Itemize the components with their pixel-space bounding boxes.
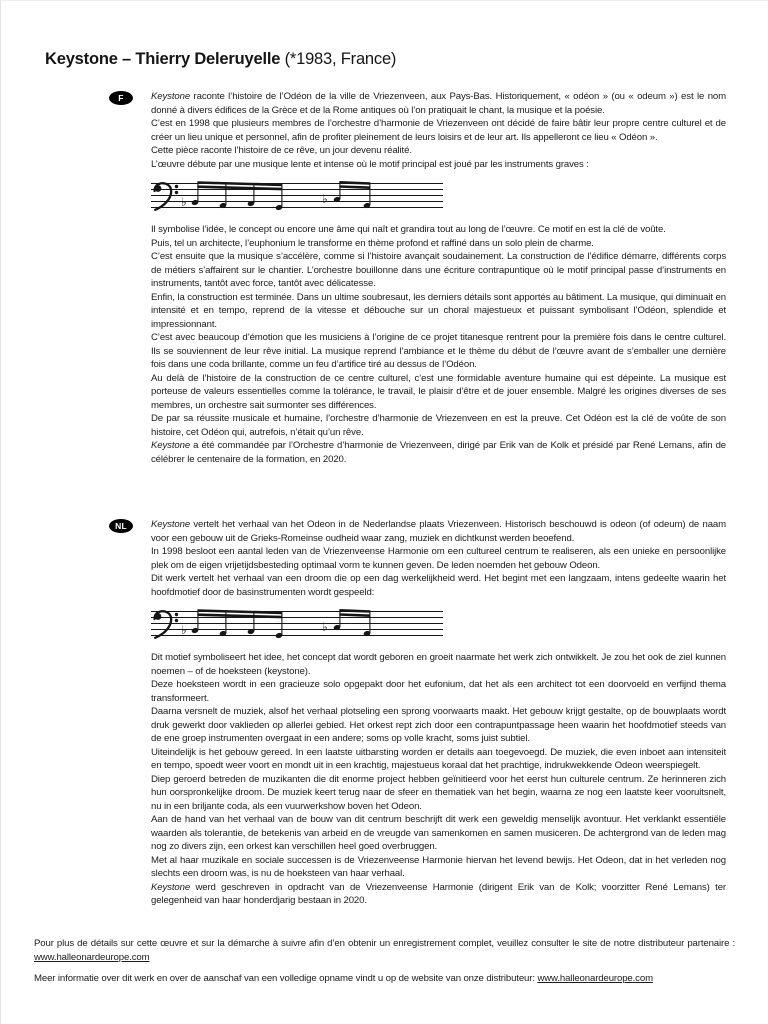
paragraph: Cette pièce raconte l’histoire de ce rêve, un jour devenu réalité. [151, 145, 412, 156]
paragraph: C’est en 1998 que plusieurs membres de l’orchestre d’harmonie de Vriezenveen ont décidé de faire bâtir leur propre centre culturel et de créer un lieu unique et personnel, afin de profiter pleinement de leurs loisirs et de leur art. Ils appelleront ce lieu « Odéon ». [151, 118, 726, 143]
page-title [45, 50, 726, 69]
french-text [151, 90, 726, 466]
distributor-link-nl[interactable]: www.halleonardeurope.com [537, 972, 653, 984]
paragraph: Aan de hand van het verhaal van de bouw van dit centrum beschrijft dit werk een geweldig menselijk avontuur. Het verklankt essentiële waarden als tolerantie, de betekenis van arbeid en de vreugde van samenkomen en samen musiceren. De achtergrond van de leden mag nog zo divers zijn, een orkest kan verschillen heel goed overbruggen. [151, 814, 726, 852]
work-and-composer: Keystone – Thierry Deleruyelle [45, 50, 281, 68]
footer-note-fr: Pour plus de détails sur cette œuvre et sur la démarche à suivre afin d’en obtenir un enregistrement complet, veuillez consulter le site de notre distributeur partenaire : www.halleonardeurope.com [34, 938, 735, 963]
flat-sign-icon: ♭ [322, 192, 328, 206]
paragraph: C’est ensuite que la musique s’accélère, comme si l’histoire avançait soudainement. La construction de l’édifice démarre, différents corps de métiers s’affairent sur le chantier. L’orchestre bouillonne dans une écriture contrapuntique où le motif principal passe d’instruments en instruments, tantôt avec force, tantôt avec délicatesse. [151, 251, 726, 289]
paragraph: Puis, tel un architecte, l’euphonium le transforme en thème profond et raffiné dans un solo plein de charme. [151, 237, 594, 249]
distributor-link-fr[interactable]: www.halleonardeurope.com [34, 951, 150, 963]
paragraph: Au delà de l’histoire de la construction de ce centre culturel, c’est une formidable aventure humaine qui est dépeinte. La musique est porteuse de valeurs essentielles comme la tolérance, le travail, le plaisir d’être et de jouer ensemble. Malgré les origines diverses de ses membres, un orchestre sait surmonter ses différences. [151, 372, 726, 411]
paragraph: De par sa réussite musicale et humaine, l’orchestre d’harmonie de Vriezenveen en est la preuve. Cet Odéon est la clé de voûte de son histoire, cet Odéon qui, autrefois, n’était qu’un rêve. [151, 413, 726, 438]
paragraph: C’est avec beaucoup d’émotion que les musiciens à l’origine de ce projet titanesque rentrent pour la première fois dans le centre culturel. Ils se souviennent de leur rêve initial. La musique reprend l’ambiance et le thème du début de l’œuvre avant de s’emballer une dernière fois dans une coda brillante, comme un feu d’artifice tiré au dessus de l’Odéon. [151, 332, 726, 370]
section-french [109, 90, 726, 466]
section-dutch [109, 518, 726, 908]
composer-origin: (*1983, France) [280, 50, 397, 68]
language-badge-fr: F [109, 91, 133, 105]
paragraph: Dit motief symboliseert het idee, het concept dat wordt geboren en groeit naarmate het werk zich ontwikkelt. Je zou het ook de ziel kunnen noemen – of de hoeksteen (keystone). [151, 652, 726, 677]
flat-sign-icon: ♭ [322, 620, 328, 634]
paragraph: Deze hoeksteen wordt in een gracieuze solo opgepakt door het eufonium, dat het als een architect tot een doorvoeld en verfijnd thema transformeert. [151, 679, 726, 704]
music-notation-bass-clef-icon [151, 606, 446, 642]
paragraph: Dit werk vertelt het verhaal van een droom die op een dag werkelijkheid werd. Het begint met een langzaam, intens gedeelte waarin het hoofdmotief door de basinstrumenten wordt gespeeld: [151, 573, 726, 598]
paragraph: In 1998 besloot een aantal leden van de Vriezenveense Harmonie om een cultureel centrum te realiseren, als een unieke en persoonlijke plek om de eigen vrijetijdsbesteding optimaal vorm te kunnen geven. De leden noemden het gebouw Odeon. [151, 546, 726, 571]
paragraph: Il symbolise l’idée, le concept ou encore une âme qui naît et grandira tout au long de l’œuvre. Ce motif en est la clé de voûte. [151, 224, 666, 235]
paragraph: Met al haar muzikale en sociale successen is de Vriezenveense Harmonie hiervan het levend bewijs. Het Odeon, dat in het verleden nog slechts een droom was, is nu de hoeksteen van haar verhaal. [151, 854, 726, 879]
footer-note-nl: Meer informatie over dit werk en over de aanschaf van een volledige opname vindt u op de website van onze distributeur: www.halleonardeurope.com [34, 972, 653, 984]
paragraph: Keystone vertelt het verhaal van het Odeon in de Nederlandse plaats Vriezenveen. Historisch beschouwd is odeon (of odeum) de naam voor een gebouw uit de Grieks-Romeinse oudheid waar zang, muziek en dichtkunst werden beoefend. [151, 519, 726, 544]
paragraph: Uiteindelijk is het gebouw gereed. In een laatste uitbarsting worden er details aan toegevoegd. De muziek, die even inboet aan intensiteit en tempo, spoedt weer voort en mondt uit in een krachtig, majestueus koraal dat het prachtige, indrukwekkende Odeon weerspiegelt. [151, 746, 726, 771]
flat-sign-icon: ♭ [181, 623, 187, 637]
music-notation-bass-clef-icon [151, 178, 446, 214]
paragraph: Daarna versnelt de muziek, alsof het verhaal plotseling een sprong voorwaarts maakt. Het gebouw krijgt gestalte, op de bouwplaats wordt druk gewerkt door vaklieden op allerlei gebied. Het orkest rept zich door een contrapuntpassage heen waarin het hoofdmotief steeds van de ene groep instrumenten overgaat in een andere; soms op volle kracht, soms juist subtiel. [151, 706, 726, 744]
paragraph: Diep geroerd betreden de muzikanten die dit enorme project hebben geïnitieerd voor het eerst hun culturele centrum. Ze herinneren zich hun oorspronkelijke droom. De muziek keert terug naar de sfeer en thematiek van het begin, waarna ze nog een laatste keer vooruitsnelt, nu in een briljante coda, als een vuurwerkshow boven het Odeon. [151, 773, 726, 812]
badge-column [109, 518, 151, 908]
footer [34, 937, 735, 992]
language-badge-nl: NL [109, 519, 133, 533]
paragraph: Keystone werd geschreven in opdracht van de Vriezenveense Harmonie (dirigent Erik van de Kolk; voorzitter René Lemans) ter gelegenheid van haar honderdjarig bestaan in 2020. [151, 881, 726, 906]
badge-column [109, 90, 151, 466]
paragraph: Keystone raconte l’histoire de l’Odéon de la ville de Vriezenveen, aux Pays-Bas. Historiquement, « odéon » (ou « odeum ») est le nom donné à divers édifices de la Grèce et de la Rome antiques où l’on pratiquait le chant, la musique et la poésie. [151, 91, 726, 116]
paragraph: L’œuvre débute par une musique lente et intense où le motif principal est joué par les instruments graves : [151, 158, 589, 170]
paragraph: Keystone a été commandée par l’Orchestre d’harmonie de Vriezenveen, dirigé par Erik van de Kolk et présidé par René Lemans, afin de célébrer le centenaire de la formation, en 2020. [151, 440, 726, 465]
paragraph: Enfin, la construction est terminée. Dans un ultime soubresaut, les derniers détails sont apportés au bâtiment. La musique, qui diminuait en intensité et en tempo, reprend de la vitesse et débouche sur un choral majestueux et puissant symbolisant l’Odéon, splendide et impressionnant. [151, 291, 726, 330]
dutch-text [151, 518, 726, 908]
flat-sign-icon: ♭ [181, 195, 187, 209]
